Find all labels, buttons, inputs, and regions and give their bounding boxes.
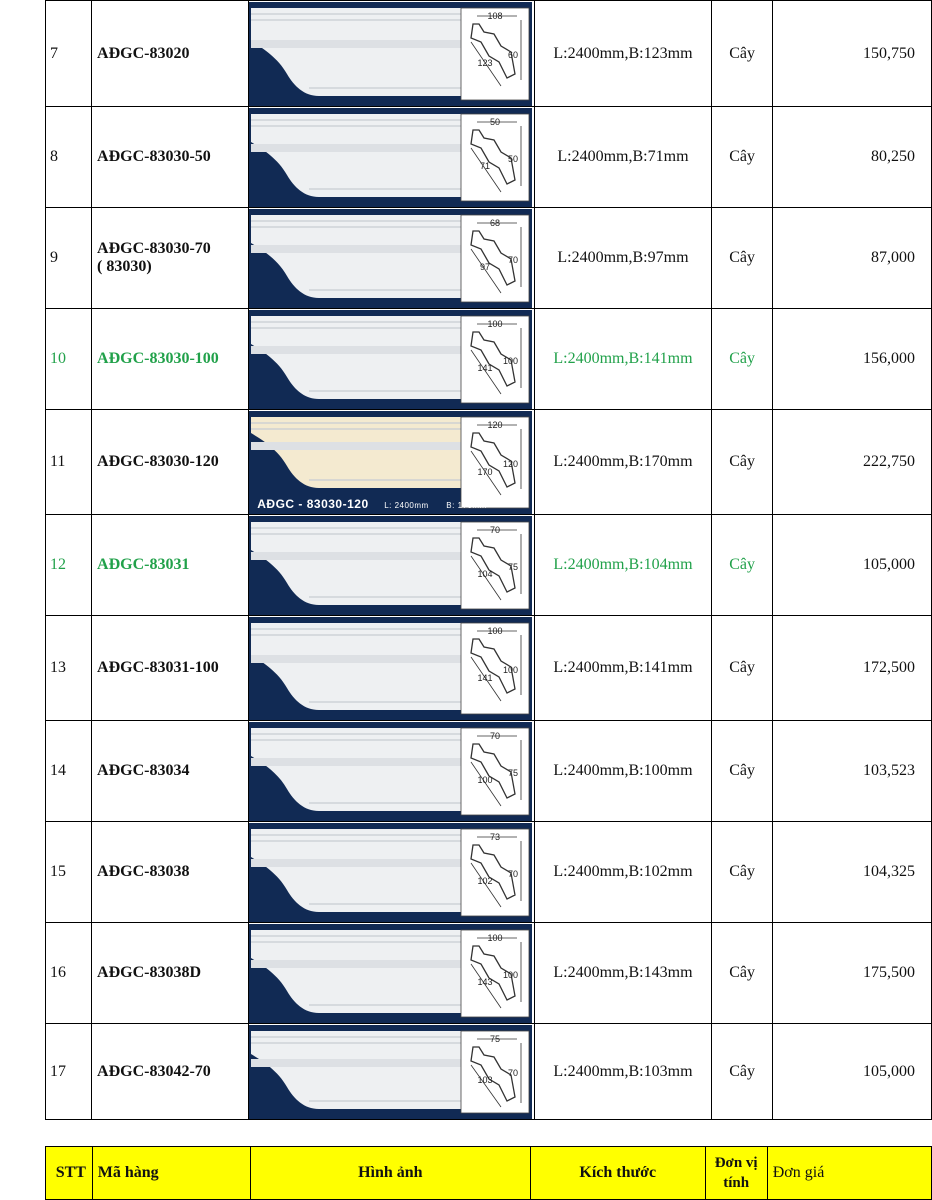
row-code <box>92 208 249 309</box>
dim-diag-label: 100 <box>477 774 493 785</box>
row-dimensions: L:2400mm,B:170mm <box>535 410 712 515</box>
row-image <box>249 1024 535 1120</box>
header-image: Hình ảnh <box>250 1147 530 1200</box>
table-row <box>46 1024 932 1120</box>
row-dimensions: L:2400mm,B:123mm <box>535 1 712 107</box>
row-dimensions: L:2400mm,B:100mm <box>535 721 712 822</box>
dim-top-label: 100 <box>487 932 503 943</box>
row-price: 104,325 <box>773 822 932 923</box>
dim-side-label: 70 <box>508 1067 519 1078</box>
row-stt: 13 <box>46 616 92 721</box>
row-stt: 7 <box>46 1 92 107</box>
row-unit: Cây <box>711 1 773 107</box>
row-image <box>249 616 535 721</box>
product-code: AĐGC-83042-70 <box>97 1062 211 1080</box>
product-code: AĐGC-83038D <box>97 964 202 981</box>
dim-diag-label: 104 <box>477 568 493 579</box>
product-code: AĐGC-83030-70 <box>97 240 211 257</box>
dim-side-label: 100 <box>503 969 519 980</box>
table-row <box>46 822 932 923</box>
dim-side-label: 120 <box>503 458 519 469</box>
row-code <box>92 1 249 107</box>
molding-profile-image <box>249 617 532 720</box>
product-code: AĐGC-83034 <box>97 762 190 779</box>
dim-side-label: 50 <box>508 153 519 164</box>
table-row <box>46 515 932 616</box>
caption-code: AĐGC - 83030-120 <box>257 496 369 511</box>
dim-top-label: 100 <box>487 625 503 636</box>
column-header-row <box>45 1146 932 1200</box>
dim-side-label: 60 <box>508 49 519 60</box>
row-code <box>92 1024 249 1120</box>
row-price: 222,750 <box>773 410 932 515</box>
product-code: AĐGC-83038 <box>97 863 190 880</box>
row-code <box>92 410 249 515</box>
row-unit: Cây <box>711 107 773 208</box>
row-dimensions: L:2400mm,B:141mm <box>535 616 712 721</box>
dim-top-label: 73 <box>490 831 501 842</box>
dim-diag-label: 141 <box>477 362 493 373</box>
row-stt: 17 <box>46 1024 92 1120</box>
product-table <box>45 0 932 1120</box>
row-unit: Cây <box>711 1024 773 1120</box>
row-unit: Cây <box>711 208 773 309</box>
row-stt: 9 <box>46 208 92 309</box>
molding-profile-image <box>249 924 532 1023</box>
row-code <box>92 923 249 1024</box>
row-price: 156,000 <box>773 309 932 410</box>
molding-profile-image <box>249 516 532 615</box>
dim-top-label: 50 <box>490 116 501 127</box>
molding-profile-image <box>249 108 532 207</box>
dim-top-label: 70 <box>490 730 501 741</box>
row-dimensions: L:2400mm,B:102mm <box>535 822 712 923</box>
table-row <box>46 616 932 721</box>
header-unit-line1: Đơn vị <box>714 1155 758 1171</box>
table-row <box>46 721 932 822</box>
product-code: AĐGC-83030-120 <box>97 453 219 470</box>
row-price: 175,500 <box>773 923 932 1024</box>
row-stt: 16 <box>46 923 92 1024</box>
dim-side-label: 100 <box>503 664 519 675</box>
header-dimensions: Kích thước <box>530 1147 705 1200</box>
row-dimensions: L:2400mm,B:143mm <box>535 923 712 1024</box>
row-image <box>249 1 535 107</box>
table-row <box>46 208 932 309</box>
dim-top-label: 120 <box>487 419 503 430</box>
row-price: 105,000 <box>773 515 932 616</box>
dim-side-label: 70 <box>508 254 519 265</box>
row-price: 105,000 <box>773 1024 932 1120</box>
row-unit: Cây <box>711 616 773 721</box>
row-image <box>249 721 535 822</box>
row-code <box>92 309 249 410</box>
dim-top-label: 75 <box>490 1033 501 1044</box>
row-code <box>92 107 249 208</box>
row-price: 103,523 <box>773 721 932 822</box>
row-image <box>249 208 535 309</box>
row-unit: Cây <box>711 923 773 1024</box>
table-row <box>46 410 932 515</box>
header-stt: STT <box>46 1147 93 1200</box>
row-stt: 10 <box>46 309 92 410</box>
product-code: AĐGC-83030-100 <box>97 350 219 367</box>
molding-profile-image <box>249 722 532 821</box>
image-caption <box>257 497 501 511</box>
row-price: 172,500 <box>773 616 932 721</box>
dim-side-label: 100 <box>503 355 519 366</box>
row-stt: 14 <box>46 721 92 822</box>
molding-profile-image <box>249 2 532 106</box>
row-dimensions: L:2400mm,B:71mm <box>535 107 712 208</box>
dim-top-label: 68 <box>490 217 501 228</box>
row-code <box>92 721 249 822</box>
dim-side-label: 75 <box>508 767 519 778</box>
row-price: 150,750 <box>773 1 932 107</box>
row-stt: 11 <box>46 410 92 515</box>
row-image <box>249 515 535 616</box>
row-image <box>249 107 535 208</box>
dim-diag-label: 103 <box>477 1074 493 1085</box>
molding-profile-image <box>249 310 532 409</box>
dim-diag-label: 97 <box>480 261 491 272</box>
dim-side-label: 70 <box>508 868 519 879</box>
dim-top-label: 70 <box>490 524 501 535</box>
row-stt: 15 <box>46 822 92 923</box>
row-unit: Cây <box>711 410 773 515</box>
row-code <box>92 616 249 721</box>
header-unit-line2: tính <box>723 1175 750 1191</box>
row-price: 87,000 <box>773 208 932 309</box>
caption-width: B: 170mm <box>446 500 487 510</box>
dim-diag-label: 141 <box>477 672 493 683</box>
table-row <box>46 309 932 410</box>
dim-diag-label: 170 <box>477 466 493 477</box>
header-price: Đơn giá <box>767 1147 931 1200</box>
row-dimensions: L:2400mm,B:97mm <box>535 208 712 309</box>
row-dimensions: L:2400mm,B:104mm <box>535 515 712 616</box>
row-stt: 12 <box>46 515 92 616</box>
product-code-alt: ( 83030) <box>97 258 152 275</box>
row-code <box>92 822 249 923</box>
row-stt: 8 <box>46 107 92 208</box>
row-unit: Cây <box>711 721 773 822</box>
table-row <box>46 923 932 1024</box>
product-code: AĐGC-83031-100 <box>97 659 219 676</box>
product-rows <box>46 1 932 1120</box>
product-code: AĐGC-83031 <box>97 556 190 573</box>
table-row <box>46 107 932 208</box>
row-image <box>249 309 535 410</box>
dim-top-label: 100 <box>487 318 503 329</box>
row-code <box>92 515 249 616</box>
header-unit <box>705 1147 767 1200</box>
header-code: Mã hàng <box>92 1147 250 1200</box>
row-dimensions: L:2400mm,B:103mm <box>535 1024 712 1120</box>
row-unit: Cây <box>711 515 773 616</box>
dim-diag-label: 123 <box>477 57 493 68</box>
product-code: AĐGC-83020 <box>97 44 190 62</box>
dim-diag-label: 71 <box>480 160 491 171</box>
dim-top-label: 108 <box>487 10 503 21</box>
molding-profile-image <box>249 1025 532 1119</box>
row-unit: Cây <box>711 309 773 410</box>
molding-profile-image <box>249 823 532 922</box>
row-dimensions: L:2400mm,B:141mm <box>535 309 712 410</box>
row-image <box>249 923 535 1024</box>
table-row <box>46 1 932 107</box>
caption-length: L: 2400mm <box>384 500 429 510</box>
molding-profile-image <box>249 209 532 308</box>
dim-diag-label: 102 <box>477 875 493 886</box>
row-unit: Cây <box>711 822 773 923</box>
row-image <box>249 822 535 923</box>
row-price: 80,250 <box>773 107 932 208</box>
dim-diag-label: 143 <box>477 976 493 987</box>
dim-side-label: 75 <box>508 561 519 572</box>
row-image <box>249 410 535 515</box>
product-code: AĐGC-83030-50 <box>97 148 211 165</box>
